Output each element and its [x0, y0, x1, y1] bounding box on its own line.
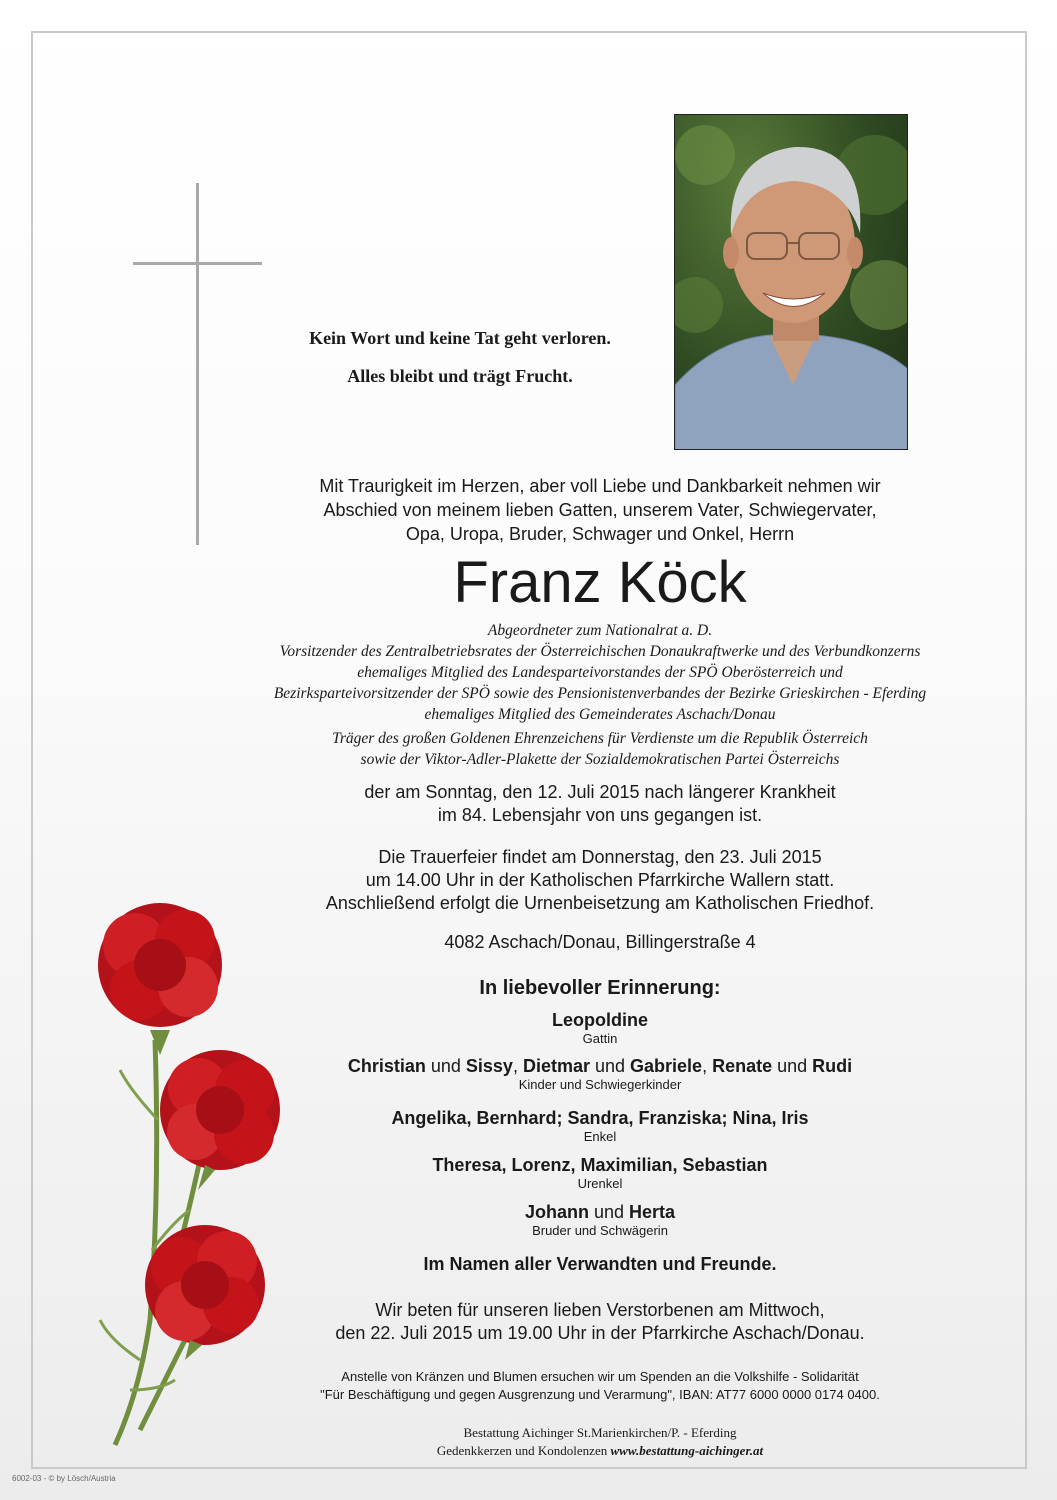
carnation-flowers-icon: [80, 890, 300, 1450]
donation-notice: [250, 1368, 950, 1404]
great-grandchildren-role: Urenkel: [577, 1176, 623, 1191]
prayer-line-2: den 22. Juli 2015 um 19.00 Uhr in der Pfarrkirche Aschach/Donau.: [335, 1323, 865, 1343]
funeral-line-1: Die Trauerfeier findet am Donnerstag, den 23. Juli 2015: [378, 847, 822, 867]
motto-line-1: Kein Wort und keine Tat geht verloren.: [309, 328, 611, 348]
intro-line-1: Mit Traurigkeit im Herzen, aber voll Liebe und Dankbarkeit nehmen wir: [319, 476, 881, 496]
wife-name: Leopoldine: [552, 1010, 648, 1030]
prayer-notice: [280, 1299, 920, 1345]
death-line-1: der am Sonntag, den 12. Juli 2015 nach längerer Krankheit: [364, 782, 836, 802]
children-role: Kinder und Schwiegerkinder: [518, 1077, 682, 1092]
title-line: Vorsitzender des Zentralbetriebsrates der Österreichischen Donaukraftwerke und des Verbundkonzerns: [279, 643, 921, 660]
portrait-photo: [674, 114, 908, 450]
motto-line-2: Alles bleibt und trägt Frucht.: [347, 366, 573, 386]
great-grandchildren-names: Theresa, Lorenz, Maximilian, Sebastian: [432, 1155, 768, 1175]
death-notice: [280, 781, 920, 827]
donation-line-1: Anstelle von Kränzen und Blumen ersuchen wir um Spenden an die Volkshilfe - Solidarität: [341, 1369, 859, 1384]
deceased-name: Franz Köck: [453, 550, 747, 615]
titles-block: [200, 620, 1000, 770]
title-line: sowie der Viktor-Adler-Plakette der Sozialdemokratischen Partei Österreichs: [360, 751, 840, 768]
website-link[interactable]: www.bestattung-aichinger.at: [610, 1443, 764, 1458]
condolence-line: Gedenkkerzen und Kondolenzen www.bestattung-aichinger.at: [436, 1443, 764, 1458]
grandchildren-role: Enkel: [583, 1129, 617, 1144]
wife-role: Gattin: [582, 1031, 618, 1046]
funeral-line-2: um 14.00 Uhr in der Katholischen Pfarrkirche Wallern statt.: [365, 870, 835, 890]
children-names: Christian und Sissy, Dietmar und Gabriele, Renate und Rudi: [347, 1056, 853, 1076]
intro-line-2: Abschied von meinem lieben Gatten, unserem Vater, Schwiegervater,: [323, 500, 877, 520]
intro-line-3: Opa, Uropa, Bruder, Schwager und Onkel, Herrn: [405, 524, 795, 544]
death-line-2: im 84. Lebensjahr von uns gegangen ist.: [437, 805, 763, 825]
undertaker-footer: [280, 1424, 920, 1460]
siblings-names: Johann und Herta: [524, 1202, 676, 1222]
relatives-line: Im Namen aller Verwandten und Freunde.: [423, 1254, 777, 1274]
memory-heading: In liebevoller Erinnerung:: [479, 977, 721, 999]
copyright-note: 6002-03 - © by Lösch/Austria: [12, 1474, 116, 1483]
siblings-role: Bruder und Schwägerin: [532, 1223, 668, 1238]
prayer-line-1: Wir beten für unseren lieben Verstorbenen am Mittwoch,: [375, 1300, 825, 1320]
intro-text: [280, 474, 920, 546]
funeral-line-3: Anschließend erfolgt die Urnenbeisetzung am Katholischen Friedhof.: [325, 893, 875, 913]
title-line: ehemaliges Mitglied des Gemeinderates Aschach/Donau: [424, 706, 776, 723]
title-line: ehemaliges Mitglied des Landesparteivorstandes der SPÖ Oberösterreich und: [357, 664, 843, 681]
undertaker-name: Bestattung Aichinger St.Marienkirchen/P. - Eferding: [463, 1425, 737, 1440]
title-line: Bezirksparteivorsitzender der SPÖ sowie des Pensionistenverbandes der Bezirke Grieskirchen - Eferding: [273, 685, 927, 702]
address: 4082 Aschach/Donau, Billingerstraße 4: [444, 932, 756, 952]
grandchildren-names: Angelika, Bernhard; Sandra, Franziska; Nina, Iris: [391, 1108, 809, 1128]
donation-line-2: "Für Beschäftigung und gegen Ausgrenzung und Verarmung", IBAN: AT77 6000 0000 0174 0400.: [320, 1387, 880, 1402]
title-line: Abgeordneter zum Nationalrat a. D.: [487, 622, 713, 639]
funeral-notice: [280, 846, 920, 915]
title-line: Träger des großen Goldenen Ehrenzeichens für Verdienste um die Republik Österreich: [332, 730, 868, 747]
